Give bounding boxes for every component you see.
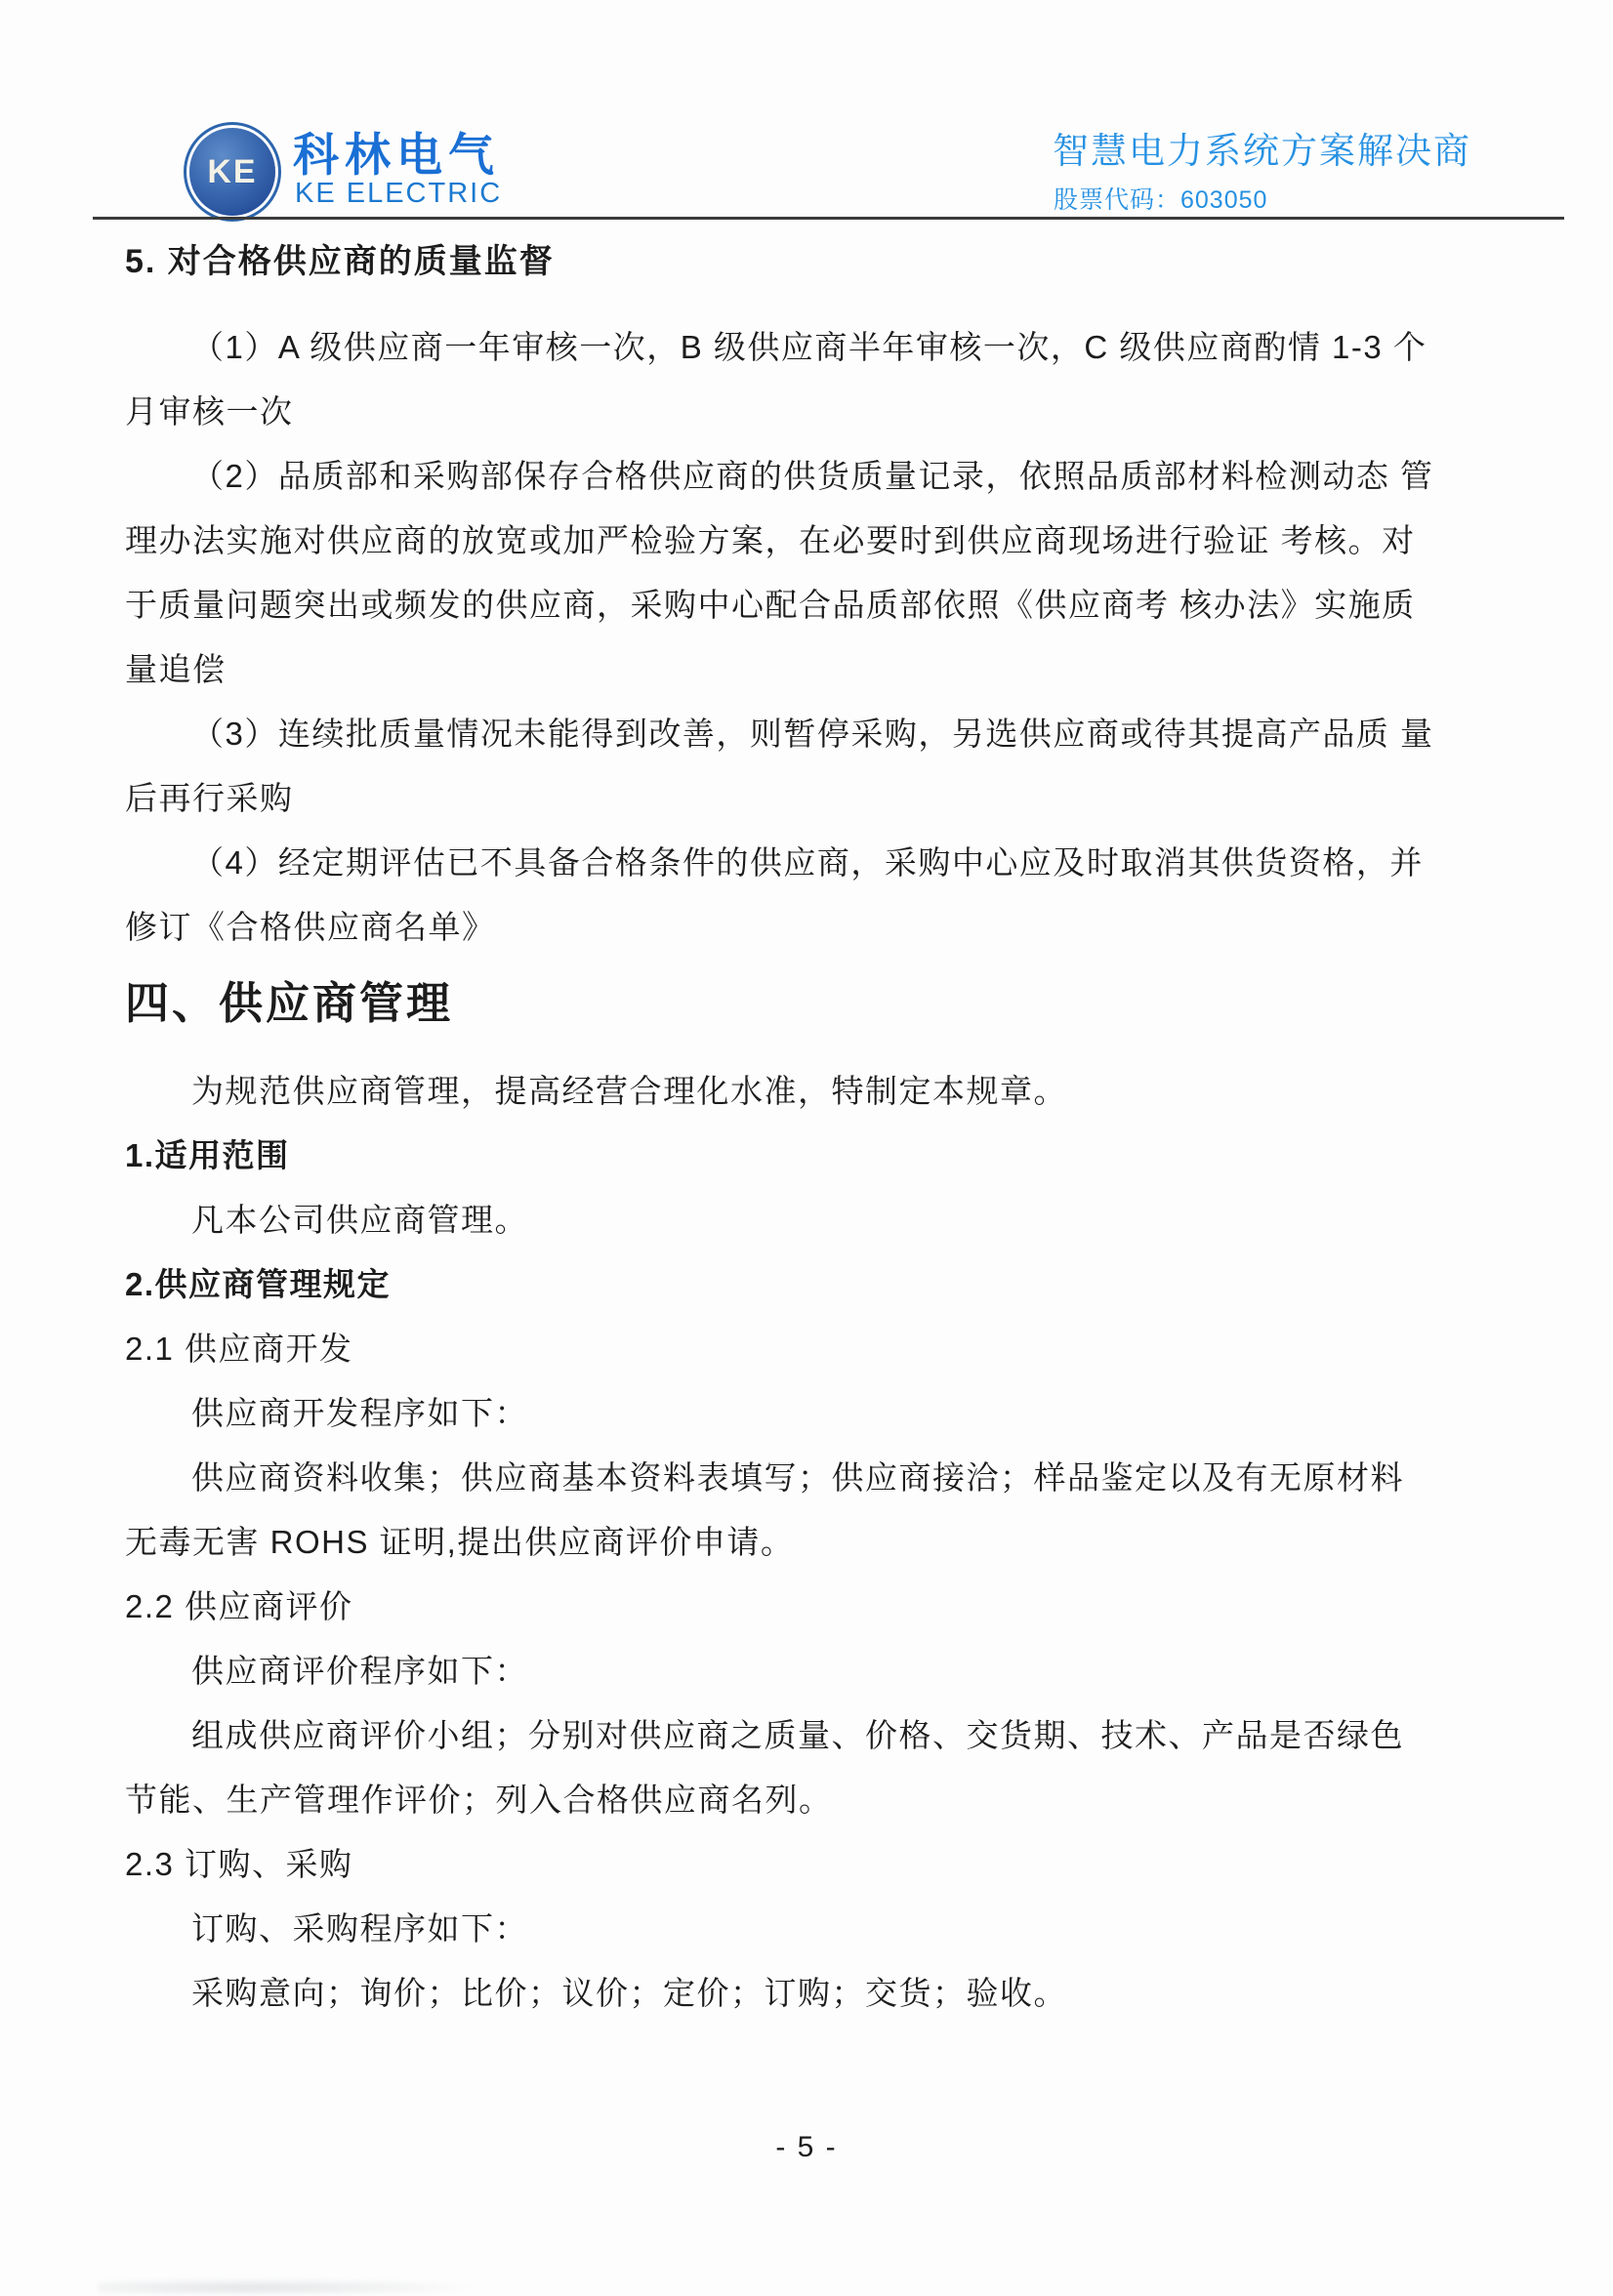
scan-artifact	[98, 2278, 469, 2294]
text-line: 组成供应商评价小组；分别对供应商之质量、价格、交货期、技术、产品是否绿色	[191, 1717, 1404, 1753]
text-line: （3）连续批质量情况未能得到改善，则暂停采购，另选供应商或待其提高产品质 量	[191, 716, 1434, 752]
text-line: 订购、采购程序如下：	[191, 1910, 528, 1947]
text-line: 于质量问题突出或频发的供应商，采购中心配合品质部依照《供应商考 核办法》实施质	[125, 587, 1416, 623]
text-line: 供应商评价程序如下：	[191, 1653, 528, 1689]
text-line: 供应商资料收集；供应商基本资料表填写；供应商接洽；样品鉴定以及有无原材料	[191, 1459, 1404, 1496]
subheading-2-2: 2.2 供应商评价	[125, 1588, 353, 1624]
subheading-scope: 1.适用范围	[125, 1137, 290, 1173]
page-number: - 5 -	[775, 2131, 838, 2163]
subheading-2-1: 2.1 供应商开发	[125, 1331, 353, 1367]
ke-logo-icon	[189, 128, 275, 216]
text-line: 采购意向；询价；比价；议价；定价；订购；交货；验收。	[191, 1975, 1067, 2011]
text-line: 月审核一次	[125, 393, 294, 430]
text-line: 后再行采购	[125, 780, 294, 816]
text-line: （2）品质部和采购部保存合格供应商的供货质量记录，依照品质部材料检测动态 管	[191, 458, 1434, 494]
text-line: 修订《合格供应商名单》	[125, 909, 496, 945]
text-line: 为规范供应商管理，提高经营合理化水准，特制定本规章。	[191, 1073, 1067, 1109]
subheading-2-3: 2.3 订购、采购	[125, 1846, 353, 1882]
text-line: 量追偿	[125, 651, 227, 687]
text-line: 无毒无害 ROHS 证明,提出供应商评价申请。	[125, 1524, 795, 1560]
subheading-rules: 2.供应商管理规定	[125, 1266, 392, 1302]
text-line: 供应商开发程序如下：	[191, 1395, 528, 1431]
text-line: 凡本公司供应商管理。	[191, 1202, 528, 1238]
text-line: （4）经定期评估已不具备合格条件的供应商，采购中心应及时取消其供货资格，并	[191, 844, 1424, 881]
section4-heading: 四、供应商管理	[125, 978, 454, 1028]
stock-code: 股票代码：603050	[1054, 186, 1268, 214]
company-name-cn: 科林电气	[293, 129, 500, 181]
company-name-en: KE ELECTRIC	[295, 178, 503, 209]
section5-heading: 5. 对合格供应商的质量监督	[125, 243, 555, 280]
logo-monogram: KE	[207, 152, 258, 190]
text-line: 节能、生产管理作评价；列入合格供应商名列。	[125, 1782, 833, 1818]
company-slogan: 智慧电力系统方案解决商	[1053, 131, 1471, 171]
text-line: （1）A 级供应商一年审核一次，B 级供应商半年审核一次，C 级供应商酌情 1-3 个	[191, 329, 1427, 365]
text-line: 理办法实施对供应商的放宽或加严检验方案，在必要时到供应商现场进行验证 考核。对	[125, 522, 1416, 558]
header-divider	[93, 217, 1564, 220]
